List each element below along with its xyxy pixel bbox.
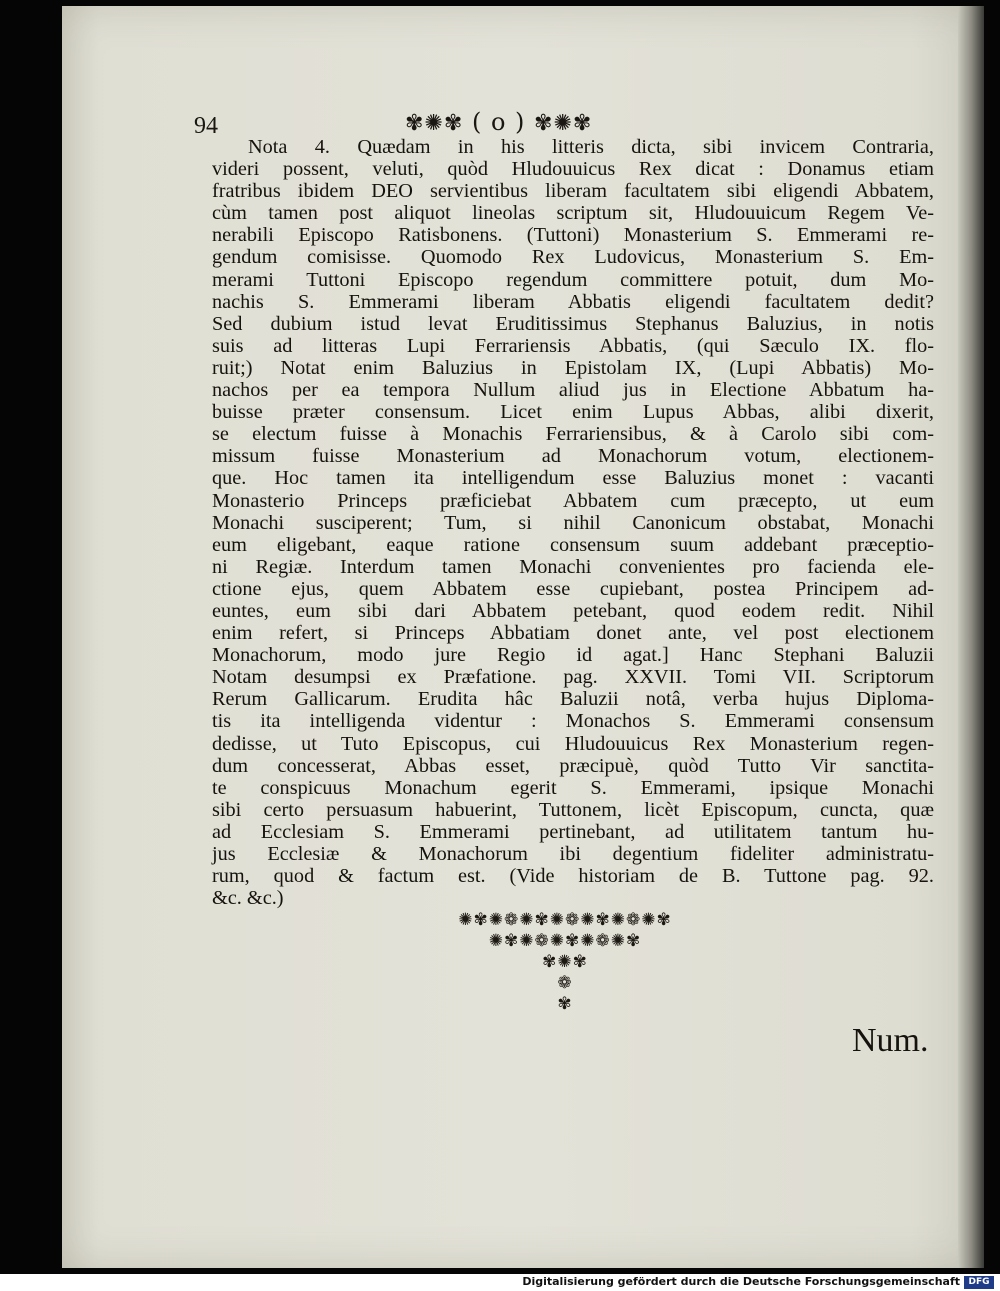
- text-line: se electum fuisse à Monachis Ferrariensibus, & à Carolo sibi com-: [212, 423, 934, 446]
- text-line: Monachi susciperent; Tum, si nihil Canonicum obstabat, Monachi: [212, 511, 934, 534]
- header-ornament-right-icon: ✾✺✾: [534, 111, 593, 136]
- text-line: Nota 4. Quædam in his litteris dicta, sibi invicem Contraria,: [248, 136, 934, 158]
- text-line: nachos per ea tempora Nullum aliud jus in Electione Abbatum ha-: [212, 379, 934, 402]
- text-line: Rerum Gallicarum. Erudita hâc Baluzii notâ, verba hujus Diploma-: [212, 688, 934, 711]
- text-line: nachis S. Emmerami liberam Abbatis eligendi facultatem dedit?: [212, 290, 934, 313]
- text-line: Notam desumpsi ex Præfatione. pag. XXVII. Tomi VII. Scriptorum: [212, 666, 934, 689]
- header-ornament-left-icon: ✾✺✾: [405, 111, 464, 136]
- text-line: eum eligebant, eaque ratione consensum suum addebant præceptio-: [212, 533, 934, 556]
- catchword: Num.: [852, 1022, 929, 1059]
- text-line: nerabili Episcopo Ratisbonens. (Tuttoni) Monasterium S. Emmerami re-: [212, 224, 934, 247]
- text-line: fratribus ibidem DEO servientibus liberam facultatem sibi eligendi Abbatem,: [212, 180, 934, 203]
- text-line: te conspicuus Monachum egerit S. Emmerami, ipsique Monachi: [212, 776, 934, 799]
- text-line: euntes, eum sibi dari Abbatem petebant, quod eodem redit. Nihil: [212, 599, 934, 622]
- running-head-text: ( o ): [471, 108, 526, 136]
- footer-bar: [0, 1274, 1000, 1291]
- text-line: dedisse, ut Tuto Episcopus, cui Hludouuicus Rex Monasterium regen-: [212, 732, 934, 755]
- text-line: dum concesserat, Abbas esset, præcipuè, quòd Tutto Vir sanctita-: [212, 754, 934, 777]
- text-line: videri possent, veluti, quòd Hludouuicus Rex dicat : Donamus etiam: [212, 158, 934, 181]
- text-line: rum, quod & factum est. (Vide historiam de B. Tuttone pag. 92.: [212, 865, 934, 888]
- page-number: 94: [194, 113, 218, 139]
- text-line: jus Ecclesiæ & Monachorum ibi degentium fideliter administratu-: [212, 843, 934, 865]
- text-line: ruit;) Notat enim Baluzius in Epistolam IX, (Lupi Abbatis) Mo-: [212, 356, 934, 379]
- text-line: Monasterio Princeps præficiebat Abbatem cum præcepto, ut eum: [212, 489, 934, 512]
- text-line: ni Regiæ. Interdum tamen Monachi convenientes pro facienda ele-: [212, 555, 934, 578]
- dfg-logo-icon: DFG: [964, 1276, 994, 1289]
- running-head: [405, 108, 592, 136]
- text-line: ctione ejus, quem Abbatem esse cupiebant, postea Principem ad-: [212, 577, 934, 600]
- tailpiece-ornament-icon: ✺✾✺❁✺✾✺❁✺✾✺❁✺✾ ✺✾✺❁✺✾✺❁✺✾ ✾✺✾ ❁ ✾: [458, 910, 672, 1014]
- text-line: enim refert, si Princeps Abbatiam donet ante, vel post electionem: [212, 622, 934, 645]
- text-line: &c. &c.): [212, 887, 284, 910]
- text-line: sibi certo persuasum habuerint, Tuttonem, licèt Episcopum, cuncta, quæ: [212, 798, 934, 821]
- body-text: [212, 136, 934, 909]
- text-line: tis ita intelligenda videntur : Monachos S. Emmerami consensum: [212, 710, 934, 733]
- text-line: Sed dubium istud levat Eruditissimus Stephanus Baluzius, in notis: [212, 312, 934, 335]
- text-line: cùm tamen post aliquot lineolas scriptum sit, Hludouuicum Regem Ve-: [212, 202, 934, 225]
- text-line: ad Ecclesiam S. Emmerami pertinebant, ad utilitatem tantum hu-: [212, 820, 934, 843]
- book-binding-edge: [958, 6, 984, 1268]
- text-line: suis ad litteras Lupi Ferrariensis Abbatis, (qui Sæculo IX. flo-: [212, 334, 934, 357]
- text-line: merami Tuttoni Episcopo regendum committere potuit, dum Mo-: [212, 268, 934, 291]
- text-line: que. Hoc tamen ita intelligendum esse Baluzius monet : vacanti: [212, 467, 934, 490]
- funding-credit: Digitalisierung gefördert durch die Deutsche Forschungsgemeinschaft: [522, 1275, 960, 1288]
- text-line: gendum comisisse. Quomodo Rex Ludovicus, Monasterium S. Em-: [212, 246, 934, 269]
- text-line: missum fuisse Monasterium ad Monachorum votum, electionem-: [212, 445, 934, 468]
- text-line: Monachorum, modo jure Regio id agat.] Hanc Stephani Baluzii: [212, 644, 934, 667]
- text-line: buisse præter consensum. Licet enim Lupus Abbas, alibi dixerit,: [212, 401, 934, 424]
